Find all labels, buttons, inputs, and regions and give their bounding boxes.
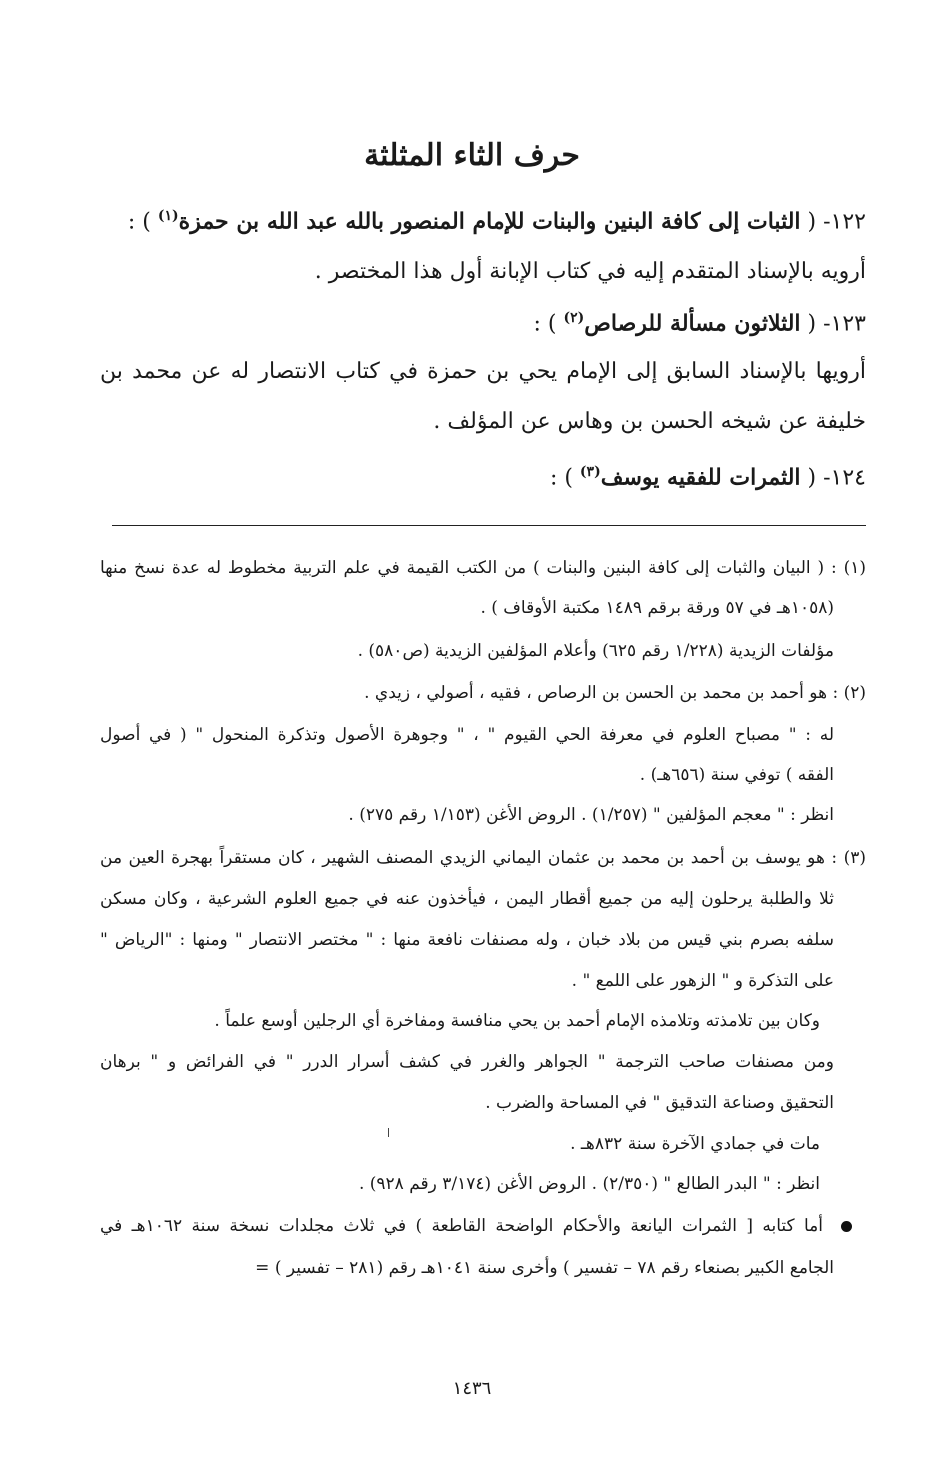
page-heading: حرف الثاء المثلثة bbox=[364, 138, 580, 173]
entry-title: الثبات إلى كافة البنين والبنات للإمام المنصور بالله عبد الله بن حمزة bbox=[178, 208, 801, 235]
bullet-note-line-2: الجامع الكبير بصنعاء رقم ٧٨ – تفسير ) وأخرى سنة ١٠٤١هـ رقم (٢٨١ – تفسير ) = bbox=[255, 1258, 834, 1278]
entry-tail: ) : bbox=[127, 209, 158, 235]
footnote-3-line-6: ومن مصنفات صاحب الترجمة " الجواهر والغرر في كشف أسرار الدرر " في الفرائض و " برهان bbox=[100, 1052, 834, 1072]
page-number: ١٤٣٦ bbox=[452, 1378, 492, 1399]
entry-122-body: أرويه بالإسناد المتقدم إليه في كتاب الإبانة أول هذا المختصر . bbox=[314, 259, 866, 284]
footnote-3-line-1: (٣) : هو يوسف بن أحمد بن محمد بن عثمان اليماني الزيدي المصنف الشهير ، كان مستقراً بهجرة العين من bbox=[100, 848, 866, 868]
footnote-3-line-2: ثلا والطلبة يرحلون إليه من جميع أقطار اليمن ، فيأخذون عنه في جميع العلوم الشرعية ، وكان مسكن bbox=[100, 889, 834, 909]
footnote-2-line-3: الفقه ) توفي سنة (٦٥٦هـ) . bbox=[639, 765, 834, 785]
entry-124 bbox=[550, 452, 866, 498]
footnote-3-line-4: على التذكرة و " الزهور على اللمع " . bbox=[571, 971, 834, 991]
entry-tail: ) : bbox=[533, 311, 564, 337]
entry-title: الثلاثون مسألة للرصاص bbox=[584, 310, 801, 337]
bullet-icon bbox=[841, 1221, 852, 1232]
entry-number: ١٢٤- ( bbox=[800, 465, 866, 491]
entry-123 bbox=[534, 298, 867, 344]
entry-123-body-line-1: أرويها بالإسناد السابق إلى الإمام يحي بن حمزة في كتاب الانتصار له عن محمد بن bbox=[100, 359, 866, 384]
stray-mark bbox=[388, 1128, 389, 1137]
footnote-3-line-8: مات في جمادي الآخرة سنة ٨٣٢هـ . bbox=[570, 1134, 820, 1154]
bullet-note-text: أما كتابه [ الثمرات اليانعة والأحكام الواضحة القاطعة ) في ثلاث مجلدات نسخة سنة ١٠٦٢هـ في bbox=[100, 1216, 823, 1236]
footnote-2-line-4: انظر : " معجم المؤلفين " (١/٢٥٧) . الروض الأغن (١/١٥٣ رقم ٢٧٥) . bbox=[348, 805, 834, 825]
footnote-3-line-9: انظر : " البدر الطالع " (٢/٣٥٠) . الروض الأغن (٣/١٧٤ رقم ٩٢٨) . bbox=[358, 1174, 820, 1194]
entry-123-body-line-2: خليفة عن شيخه الحسن بن وهاس عن المؤلف . bbox=[433, 409, 866, 434]
footnote-separator bbox=[112, 525, 866, 526]
entry-122 bbox=[128, 196, 866, 242]
footnote-2-line-1: (٢) : هو أحمد بن محمد بن الحسن بن الرصاص ، فقيه ، أصولي ، زيدي . bbox=[364, 683, 866, 703]
entry-title: الثمرات للفقيه يوسف bbox=[600, 464, 801, 491]
bullet-note-line-1 bbox=[100, 1208, 852, 1244]
footnote-1-line-1: (١) : ( البيان والثبات إلى كافة البنين والبنات ) من الكتب القيمة في علم التربية مخطوط له عدة نسخ منها bbox=[100, 558, 866, 578]
footnote-1-line-2: (١٠٥٨هـ في ٥٧ ورقة برقم ١٤٨٩ مكتبة الأوقاف ) . bbox=[480, 598, 834, 618]
footnote-3-line-5: وكان بين تلامذته وتلامذه الإمام أحمد بن يحي منافسة ومفاخرة أي الرجلين أوسع علماً . bbox=[214, 1011, 820, 1031]
footnote-1-line-3: مؤلفات الزيدية (١/٢٢٨ رقم ٦٢٥) وأعلام المؤلفين الزيدية (ص٥٨٠) . bbox=[357, 641, 834, 661]
footnote-ref: (١) bbox=[157, 208, 179, 224]
footnote-ref: (٢) bbox=[563, 310, 585, 326]
entry-number: ١٢٢- ( bbox=[800, 209, 866, 235]
footnote-3-line-3: سلفه بصرم بني قيس من بلاد خبان ، وله مصنفات نافعة منها : " مختصر الانتصار " ومنها : "الرياض " bbox=[100, 930, 834, 950]
entry-tail: ) : bbox=[549, 465, 580, 491]
footnote-ref: (٣) bbox=[579, 464, 601, 480]
entry-number: ١٢٣- ( bbox=[800, 311, 866, 337]
footnote-2-line-2: له : " مصباح العلوم في معرفة الحي القيوم " ، " وجوهرة الأصول وتذكرة المنحول " ( في أصول bbox=[100, 725, 834, 745]
footnote-3-line-7: التحقيق وصناعة التدقيق " في المساحة والضرب . bbox=[485, 1093, 834, 1113]
